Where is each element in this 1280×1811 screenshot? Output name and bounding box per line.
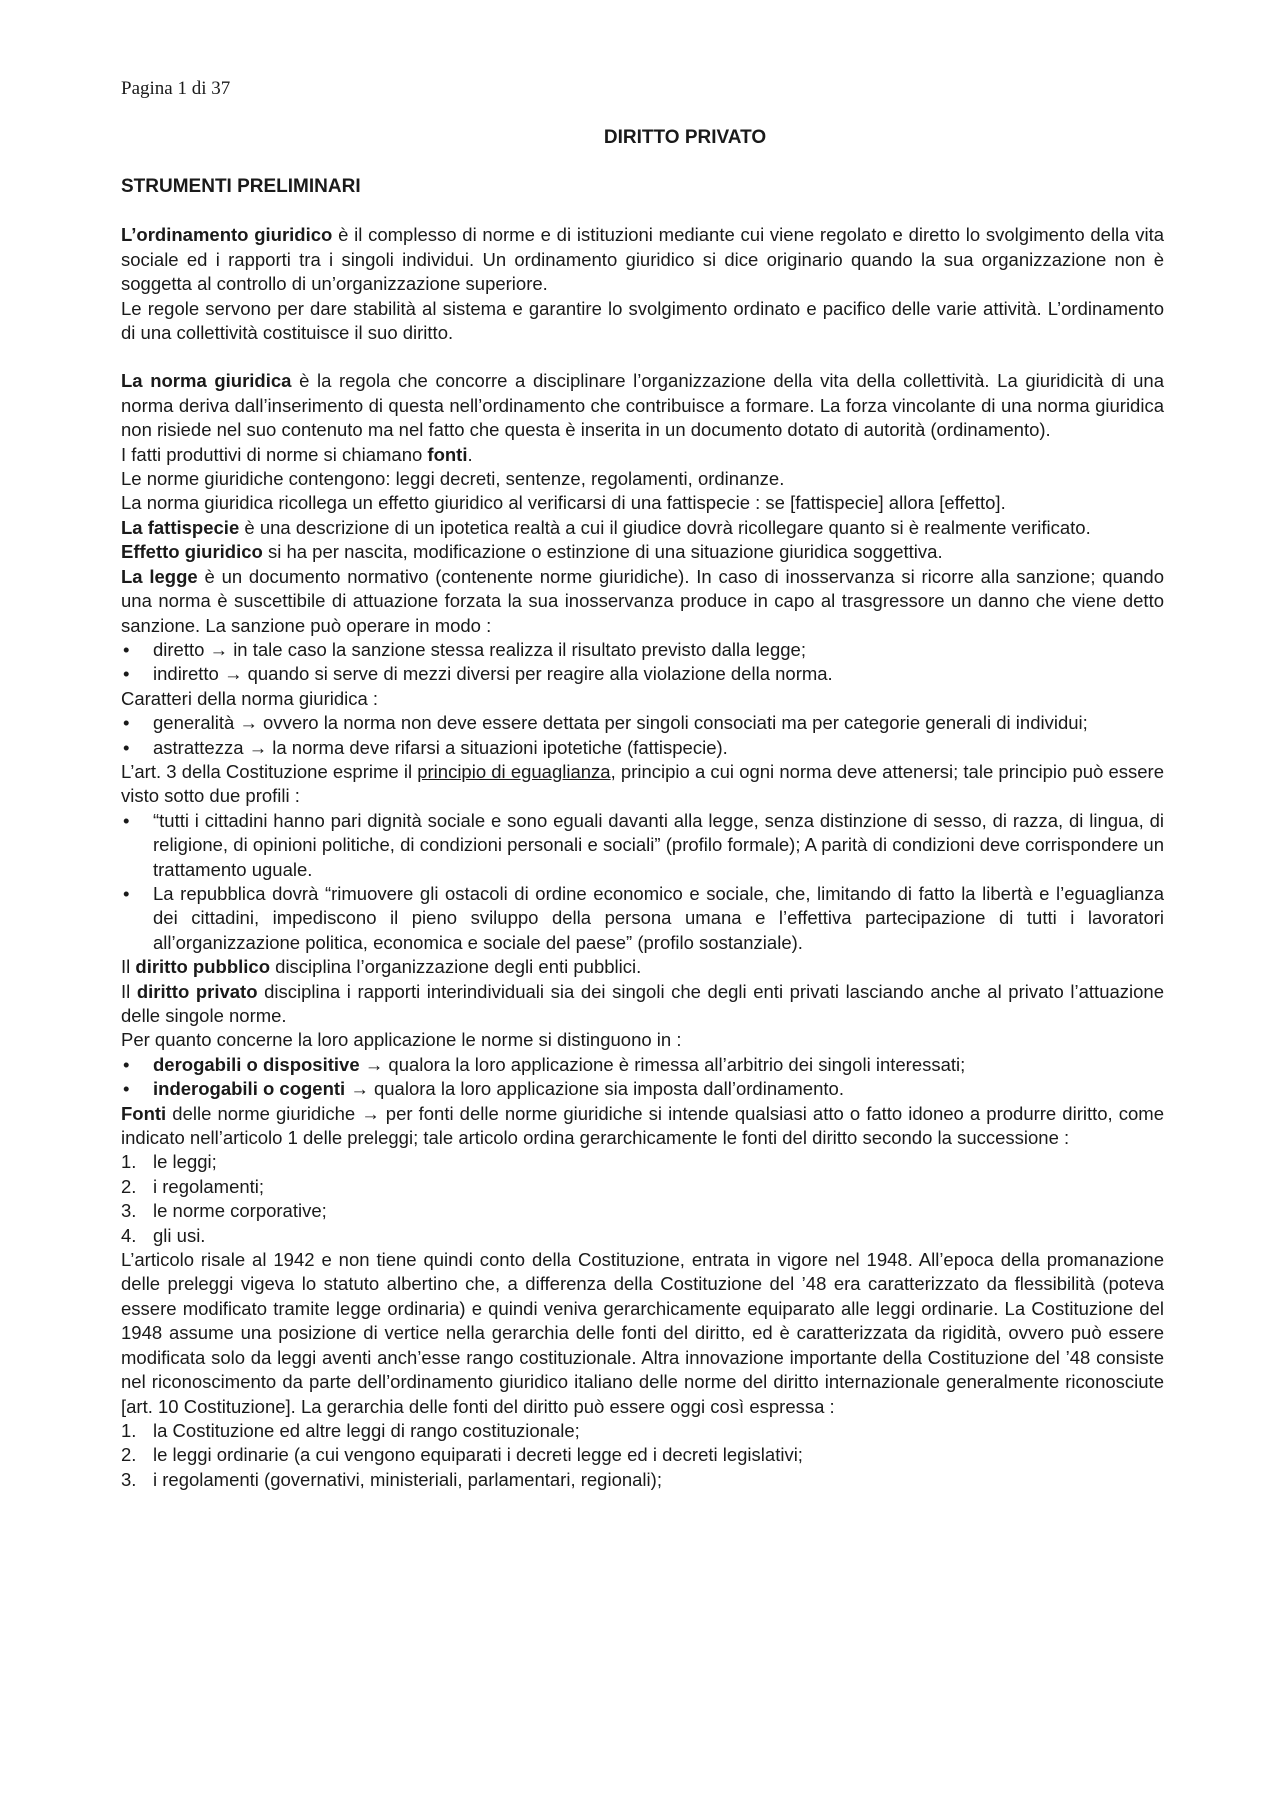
- paragraph-norma: [121, 369, 1164, 442]
- paragraph-text: Il: [121, 956, 136, 978]
- paragraph-fonti-norme: [121, 1102, 1164, 1151]
- list-item: • “tutti i cittadini hanno pari dignità sociale e sono eguali davanti alla legge, senza distinzione di sesso, di razza, di lingua, di religione, di opinioni politiche, di condizioni personali e sociali” (profilo formale); A parità di condizioni deve corrispondere un trattamento uguale.: [121, 809, 1164, 882]
- list-item: • generalità → ovvero la norma non deve essere dettata per singoli consociati ma per categorie generali di individui;: [121, 711, 1164, 735]
- list-item-text: gli usi.: [153, 1224, 206, 1246]
- list-item: [121, 1199, 1164, 1223]
- term: derogabili o dispositive: [153, 1053, 360, 1075]
- paragraph-text: delle norme giuridiche → per fonti delle norme giuridiche si intende qualsiasi atto o fatto idoneo a produrre diritto, come indicato nell’articolo 1 delle preleggi; tale articolo ordina gerarchicamente le fonti del diritto secondo la successione :: [121, 1102, 1164, 1149]
- paragraph-text: si ha per nascita, modificazione o estinzione di una situazione giuridica soggettiva.: [262, 541, 943, 563]
- list-number: 2.: [121, 1444, 137, 1466]
- paragraph-applicazione: Per quanto concerne la loro applicazione le norme si distinguono in :: [121, 1029, 682, 1051]
- preleggi-list: [121, 1150, 1164, 1248]
- list-item-text: i regolamenti (governativi, ministeriali, parlamentari, regionali);: [153, 1468, 662, 1490]
- paragraph-fonti: [121, 443, 1164, 467]
- profili-list: [121, 809, 1164, 955]
- list-item: [121, 1053, 1164, 1077]
- list-item-text: → qualora la loro applicazione è rimessa all’arbitrio dei singoli interessati;: [359, 1053, 966, 1075]
- list-item-text: → qualora la loro applicazione sia imposta dall’ordinamento.: [345, 1078, 844, 1100]
- paragraph-caratteri: Caratteri della norma giuridica :: [121, 687, 379, 709]
- list-item: • La repubblica dovrà “rimuovere gli ostacoli di ordine economico e sociale, che, limitando di fatto la libertà e l’eguaglianza dei cittadini, impediscono il pieno sviluppo della persona umana e l’effettiva partecipazione di tutti i lavoratori all’organizzazione politica, economica e sociale del paese” (profilo sostanziale).: [121, 882, 1164, 955]
- paragraph-text: è un documento normativo (contenente norme giuridiche). In caso di inosservanza si ricorre alla sanzione; quando una norma è suscettibile di attuazione forzata la sua inosservanza produce in capo al trasgressore un danno che viene detto sanzione. La sanzione può operare in modo :: [121, 565, 1164, 636]
- paragraph-privato: [121, 980, 1164, 1029]
- paragraph-ricollega: La norma giuridica ricollega un effetto giuridico al verificarsi di una fattispecie : se [fattispecie] allora [effetto].: [121, 492, 1006, 514]
- underlined-term: principio di eguaglianza: [417, 760, 611, 782]
- term: L’ordinamento giuridico: [121, 224, 333, 246]
- list-item: • diretto → in tale caso la sanzione stessa realizza il risultato previsto dalla legge;: [121, 638, 1164, 662]
- list-item-text: la Costituzione ed altre leggi di rango costituzionale;: [153, 1419, 580, 1441]
- paragraph-contengono: Le norme giuridiche contengono: leggi decreti, sentenze, regolamenti, ordinanze.: [121, 468, 785, 490]
- paragraph-text: L’art. 3 della Costituzione esprime il: [121, 760, 418, 782]
- paragraph-art3: [121, 760, 1164, 809]
- list-number: 3.: [121, 1200, 137, 1222]
- paragraph-text: Il: [121, 980, 137, 1002]
- list-number: 4.: [121, 1224, 137, 1246]
- term: diritto pubblico: [135, 956, 271, 978]
- term: La legge: [121, 565, 198, 587]
- list-number: 1.: [121, 1419, 137, 1441]
- list-number: 1.: [121, 1151, 137, 1173]
- page-number: Pagina 1 di 37: [121, 78, 231, 99]
- term: La fattispecie: [121, 516, 240, 538]
- document-body: [121, 175, 1164, 1492]
- list-item-text: le leggi;: [153, 1151, 217, 1173]
- paragraph-legge: [121, 565, 1164, 638]
- paragraph-fattispecie: [121, 516, 1164, 540]
- section-title: STRUMENTI PRELIMINARI: [121, 176, 361, 197]
- caratteri-list: [121, 711, 1164, 760]
- list-number: 2.: [121, 1175, 137, 1197]
- list-number: 3.: [121, 1468, 137, 1490]
- list-item: • astrattezza → la norma deve rifarsi a situazioni ipotetiche (fattispecie).: [121, 736, 1164, 760]
- list-item: [121, 1468, 1164, 1492]
- paragraph-text: è il complesso di norme e di istituzioni mediante cui viene regolato e diretto lo svolgimento della vita sociale ed i rapporti tra i singoli individui. Un ordinamento giuridico si dice originario quando la sua organizzazione non è soggetta al controllo di un’organizzazione superiore.: [121, 224, 1164, 295]
- list-item-text: le leggi ordinarie (a cui vengono equiparati i decreti legge ed i decreti legislativi;: [153, 1444, 803, 1466]
- paragraph-text: .: [467, 443, 473, 465]
- term: Effetto giuridico: [121, 541, 263, 563]
- paragraph-pubblico: [121, 955, 1164, 979]
- paragraph-articolo: L’articolo risale al 1942 e non tiene quindi conto della Costituzione, entrata in vigore nel 1948. All’epoca della promanazione delle preleggi vigeva lo statuto albertino che, a differenza della Costituzione del ’48 era caratterizzato da flessibilità (poteva essere modificato tramite legge ordinaria) e quindi veniva gerarchicamente equiparato alle leggi ordinarie. La Costituzione del 1948 assume una posizione di vertice nella gerarchia delle fonti del diritto, ed è caratterizzata da rigidità, ovvero può essere modificata solo da leggi aventi anch’esse rango costituzionale. Altra innovazione importante della Costituzione del ’48 consiste nel riconoscimento da parte dell’ordinamento giuridico italiano delle norme del diritto internazionale generalmente riconosciute [art. 10 Costituzione]. La gerarchia delle fonti del diritto può essere oggi così espressa :: [121, 1249, 1164, 1417]
- term: Fonti: [121, 1102, 167, 1124]
- list-item: [121, 1077, 1164, 1101]
- sanzione-list: [121, 638, 1164, 687]
- list-item-text: le norme corporative;: [153, 1200, 327, 1222]
- document-title: DIRITTO PRIVATO: [603, 127, 767, 148]
- paragraph-text: , principio a cui ogni norma deve attenersi; tale principio può essere visto sotto due profili :: [121, 760, 1164, 807]
- list-item-text: i regolamenti;: [153, 1175, 265, 1197]
- term: fonti: [427, 443, 468, 465]
- list-item: [121, 1150, 1164, 1174]
- term: diritto privato: [136, 980, 258, 1002]
- paragraph-text: è una descrizione di un ipotetica realtà a cui il giudice dovrà ricollegare quanto si è realmente verificato.: [239, 516, 1091, 538]
- paragraph-text: disciplina l’organizzazione degli enti pubblici.: [270, 956, 642, 978]
- list-item: • indiretto → quando si serve di mezzi diversi per reagire alla violazione della norma.: [121, 662, 1164, 686]
- list-item: [121, 1175, 1164, 1199]
- list-item: [121, 1224, 1164, 1248]
- paragraph-text: disciplina i rapporti interindividuali sia dei singoli che degli enti privati lasciando anche al privato l’attuazione delle singole norme.: [121, 980, 1164, 1026]
- paragraph-text: I fatti produttivi di norme si chiamano: [121, 443, 428, 465]
- paragraph-effetto: [121, 540, 1164, 564]
- term: inderogabili o cogenti: [153, 1078, 346, 1100]
- gerarchia-list: [121, 1419, 1164, 1492]
- list-item: [121, 1419, 1164, 1443]
- paragraph-text: è la regola che concorre a disciplinare l’organizzazione della vita della collettività. La giuridicità di una norma deriva dall’inserimento di questa nell’ordinamento che contribuisce a formare. La forza vincolante di una norma giuridica non risiede nel suo contenuto ma nel fatto che questa è inserita in un documento dotato di autorità (ordinamento).: [121, 370, 1164, 441]
- paragraph-regole: Le regole servono per dare stabilità al sistema e garantire lo svolgimento ordinato e pacifico delle varie attività. L’ordinamento di una collettività costituisce il suo diritto.: [121, 297, 1164, 344]
- norme-tipi-list: [121, 1053, 1164, 1102]
- term: La norma giuridica: [121, 370, 292, 392]
- list-item: [121, 1443, 1164, 1467]
- paragraph-ordinamento: [121, 223, 1164, 296]
